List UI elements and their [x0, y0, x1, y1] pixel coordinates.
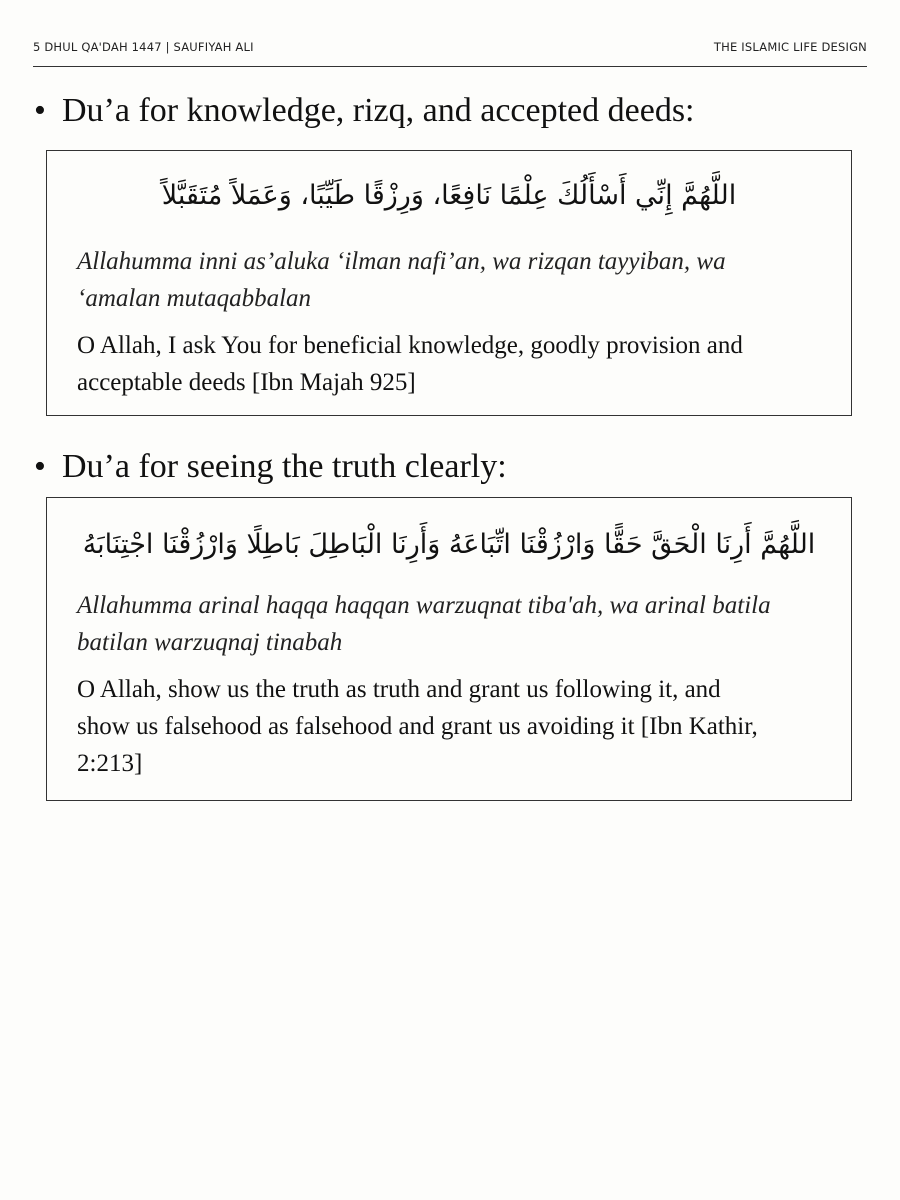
transliteration-line: ‘amalan mutaqabbalan: [77, 285, 312, 312]
transliteration: [77, 587, 829, 661]
translation: [77, 671, 829, 782]
transliteration-line: Allahumma arinal haqqa haqqan warzuqnat tiba'ah, wa arinal batila: [77, 592, 771, 619]
translation: [77, 327, 829, 401]
section-heading-knowledge: [34, 92, 695, 130]
bullet: •: [34, 448, 46, 485]
translation-line: acceptable deeds [Ibn Majah 925]: [77, 369, 416, 396]
arabic-text: اللَّهُمَّ إِنِّي أَسْأَلُكَ عِلْمًا نَافِعًا، وَرِزْقًا طَيِّبًا، وَعَمَلاً مُتَقَبَّلاً: [161, 180, 737, 211]
section-heading-truth: [34, 448, 507, 486]
arabic-text: اللَّهُمَّ أَرِنَا الْحَقَّ حَقًّا وَارْزُقْنَا اتِّبَاعَهُ وَأَرِنَا الْبَاطِلَ بَاطِلًا وَارْزُقْنَا اجْتِنَابَهُ: [82, 529, 816, 560]
translation-line: 2:213]: [77, 750, 143, 777]
translation-line: O Allah, I ask You for beneficial knowledge, goodly provision and: [77, 332, 743, 359]
translation-line: show us falsehood as falsehood and grant us avoiding it [Ibn Kathir,: [77, 713, 758, 740]
transliteration-line: batilan warzuqnaj tinabah: [77, 629, 343, 656]
bullet: •: [34, 92, 46, 129]
dua-box-knowledge: [46, 150, 852, 416]
transliteration: [77, 243, 829, 317]
page-header: [33, 36, 867, 67]
heading-text: Du’a for seeing the truth clearly:: [62, 448, 507, 485]
translation-line: O Allah, show us the truth as truth and grant us following it, and: [77, 676, 721, 703]
header-publication: THE ISLAMIC LIFE DESIGN: [713, 40, 867, 54]
header-date-author: 5 DHUL QA'DAH 1447 | SAUFIYAH ALI: [33, 40, 254, 54]
heading-text: Du’a for knowledge, rizq, and accepted deeds:: [62, 92, 695, 129]
dua-box-truth: [46, 497, 852, 801]
transliteration-line: Allahumma inni as’aluka ‘ilman nafi’an, wa rizqan tayyiban, wa: [77, 248, 726, 275]
